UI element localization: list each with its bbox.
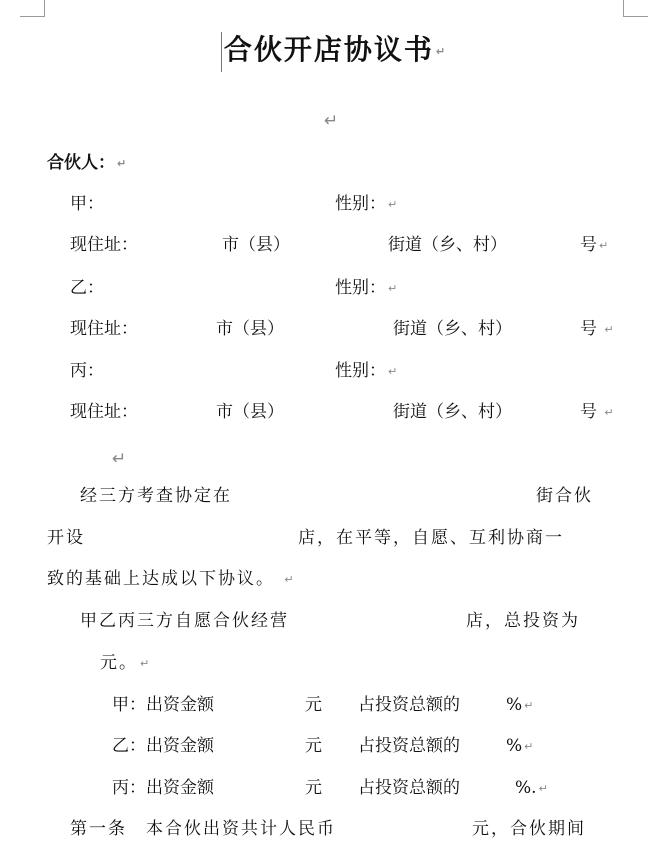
paragraph-mark-icon: ↵ [599,238,609,252]
partner-c-number-label: 号 ↵ [580,402,614,422]
partner-b-name-label: 乙： [70,278,104,298]
partner-c-gender-label: 性别： ↵ [335,361,398,381]
partner-a-city-label: 市（县） [222,235,290,255]
partner-c-street-label: 街道（乡、村） [393,402,512,422]
partner-b-gender-label: 性别： ↵ [335,278,398,298]
paragraph-mark-icon: ↵ [524,698,534,712]
paragraph-mark-icon: ↵ [388,197,398,211]
partner-c-address-label: 现住址： [70,402,138,422]
document-title [0,28,668,72]
partner-c-city-label: 市（县） [216,402,284,422]
investment-a-share: 占投资总额的 [358,695,460,715]
partner-b-city-label: 市（县） [216,319,284,339]
paragraph-mark-icon: ↵ [604,322,614,336]
paragraph-mark-icon: ↵ [538,781,548,795]
partner-a-gender-label: 性别： ↵ [335,194,398,214]
title-text: 合伙开店协议书 [223,33,434,66]
paragraph-mark-icon: ↵ [388,364,398,378]
paragraph-mark-icon: ↵ [524,739,534,753]
para1-line1-end: 街合伙 [536,486,593,506]
para1-line2-start: 开设 [47,528,85,548]
para2-line2: 元。 ↵ [100,653,152,673]
text-cursor [221,32,222,72]
para1-line1-start: 经三方考查协定在 [80,486,232,506]
investment-b-share: 占投资总额的 [358,736,460,756]
partner-a-name-label: 甲： [70,194,104,214]
paragraph-mark-icon: ↵ [324,111,339,131]
partner-a-street-label: 街道（乡、村） [388,235,507,255]
partner-b-address-label: 现住址： [70,319,138,339]
article1-end: 元，合伙期间 [472,819,586,839]
paragraph-mark-icon: ↵ [435,45,448,58]
partners-heading: 合伙人： ↵ [47,153,127,173]
paragraph-mark-icon: ↵ [112,449,127,469]
paragraph-mark-icon: ↵ [140,656,152,670]
para2-line1-end: 店，总投资为 [466,611,580,631]
page-corner-top-left [20,0,45,17]
investment-c-label: 丙：出资金额 [112,778,214,798]
page-corner-top-right [623,0,648,17]
investment-c-pct: %. ↵ [515,778,548,798]
para1-line2-end: 店，在平等，自愿、互利协商一 [298,528,564,548]
para2-line1-start: 甲乙丙三方自愿合伙经营 [80,611,289,631]
partner-a-address-label: 现住址： [70,235,138,255]
partner-c-name-label: 丙： [70,361,104,381]
article1-start: 第一条 本合伙出资共计人民币 [70,819,336,839]
investment-a-unit: 元 [305,695,322,715]
paragraph-mark-icon: ↵ [604,405,614,419]
paragraph-mark-icon: ↵ [117,156,127,170]
investment-c-share: 占投资总额的 [358,778,460,798]
partner-b-number-label: 号 ↵ [580,319,614,339]
para1-line3: 致的基础上达成以下协议。 ↵ [47,569,296,589]
partner-a-number-label: 号 ↵ [580,235,609,255]
investment-b-pct: % ↵ [506,736,534,756]
partner-b-street-label: 街道（乡、村） [393,319,512,339]
investment-b-unit: 元 [305,736,322,756]
paragraph-mark-icon: ↵ [388,281,398,295]
investment-b-label: 乙：出资金额 [112,736,214,756]
investment-a-pct: % ↵ [506,695,534,715]
investment-a-label: 甲：出资金额 [112,695,214,715]
investment-c-unit: 元 [305,778,322,798]
paragraph-mark-icon: ↵ [284,572,296,586]
